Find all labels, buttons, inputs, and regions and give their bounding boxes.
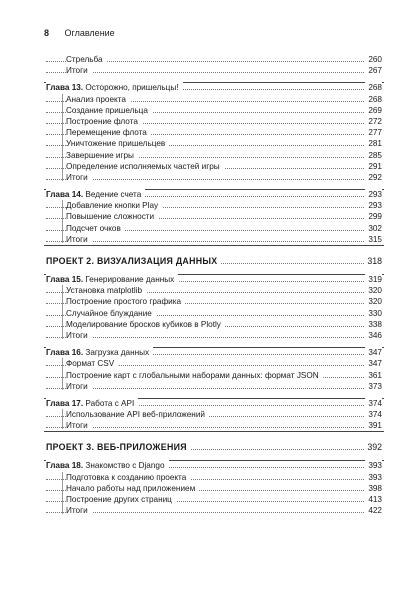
toc-item: [46, 138, 382, 149]
toc-part: [46, 254, 382, 268]
page-number: 422: [365, 505, 382, 516]
entry-title: Использование API веб-приложений: [66, 409, 209, 420]
toc-chapter: [46, 347, 382, 358]
entry-title: Итоги: [66, 330, 92, 341]
toc-item: [46, 420, 382, 431]
chapter-label: Глава 14.: [46, 190, 84, 200]
entry-title: Итоги: [66, 420, 92, 431]
page-number: 293: [365, 189, 382, 200]
page-number: 413: [365, 494, 382, 505]
toc-item: [46, 319, 382, 330]
entry-title: Построение карт с глобальными наборами данных: формат JSON: [66, 370, 323, 381]
page-number: 302: [365, 223, 382, 234]
page-number: 373: [365, 381, 382, 392]
page-number: 281: [365, 138, 382, 149]
entry-title: Анализ проекта: [66, 94, 130, 105]
toc-item: [46, 234, 382, 245]
chapter-group: [46, 189, 382, 245]
entry-title: Создание пришельца: [66, 105, 152, 116]
toc-item: [46, 296, 382, 307]
page-number: 268: [365, 94, 382, 105]
page-number: 398: [365, 483, 382, 494]
toc-item: [46, 358, 382, 369]
page-number: 272: [365, 116, 382, 127]
chapter-group: [46, 460, 382, 516]
page-number: 374: [365, 409, 382, 420]
toc-item: [46, 330, 382, 341]
chapter-label: Глава 13.: [46, 83, 84, 93]
page-number: 320: [365, 296, 382, 307]
page-number: 319: [365, 274, 382, 285]
toc-chapter: [46, 189, 382, 200]
toc-item: [46, 116, 382, 127]
toc-chapter: [46, 274, 382, 285]
page-number: 393: [365, 460, 382, 471]
page-number: 347: [365, 347, 382, 358]
chapter-title: Работа с API: [83, 398, 135, 408]
page-number: 391: [365, 420, 382, 431]
entry-title: [46, 460, 169, 471]
page-number: 260: [365, 54, 382, 65]
entry-title: Итоги: [66, 172, 92, 183]
page-number: 393: [365, 472, 382, 483]
page-number: 277: [365, 127, 382, 138]
page-number: 267: [365, 65, 382, 76]
entry-title: ПРОЕКТ 3. ВЕБ-ПРИЛОЖЕНИЯ: [46, 440, 191, 454]
chapter-group: [46, 274, 382, 341]
entry-title: Итоги: [66, 505, 92, 516]
entry-title: Стрельба: [66, 54, 107, 65]
chapter-title: Осторожно, пришельцы!: [83, 83, 179, 93]
page-number: 338: [365, 319, 382, 330]
toc-item: [46, 161, 382, 172]
toc-chapter: [46, 398, 382, 409]
entry-title: Завершение игры: [66, 150, 138, 161]
toc-part: [46, 440, 382, 454]
dot-leader: [46, 388, 382, 389]
page-number: 318: [364, 254, 382, 268]
toc-item: [46, 127, 382, 138]
dot-leader: [46, 337, 382, 338]
page-number: 299: [365, 211, 382, 222]
entry-title: Уничтожение пришельцев: [66, 138, 169, 149]
toc-item: [46, 65, 382, 76]
entry-title: Случайное блуждание: [66, 308, 156, 319]
toc-item: [46, 370, 382, 381]
entry-title: Добавление кнопки Play: [66, 200, 162, 211]
dot-leader: [46, 72, 382, 73]
toc-item: [46, 200, 382, 211]
part-rule: [44, 431, 384, 432]
entry-title: ПРОЕКТ 2. ВИЗУАЛИЗАЦИЯ ДАННЫХ: [46, 254, 221, 268]
table-of-contents: [46, 54, 382, 516]
chapter-group: [46, 82, 382, 183]
page-number: 293: [365, 200, 382, 211]
entry-title: Перемещение флота: [66, 127, 151, 138]
entry-title: Построение флота: [66, 116, 142, 127]
chapter-label: Глава 15.: [46, 275, 84, 284]
entry-title: Моделирование бросков кубиков в Plotly: [66, 319, 225, 330]
chapter-label: Глава 17.: [46, 398, 84, 408]
toc-item: [46, 105, 382, 116]
entry-title: Построение других страниц: [66, 494, 176, 505]
toc-chapter: [46, 460, 382, 471]
page-number: 315: [365, 234, 382, 245]
running-title: Оглавление: [64, 28, 115, 38]
dot-leader: [46, 512, 382, 513]
toc-item: [46, 211, 382, 222]
entry-title: Построение простого графика: [66, 296, 185, 307]
page-number: 392: [364, 440, 382, 454]
entry-title: Итоги: [66, 234, 92, 245]
toc-item: [46, 505, 382, 516]
page-number: 330: [365, 308, 382, 319]
chapter-title: Генерирование данных: [83, 275, 175, 284]
entry-title: [46, 82, 183, 93]
toc-item: [46, 172, 382, 183]
toc-item: [46, 54, 382, 65]
dot-leader: [46, 241, 382, 242]
chapter-group: [46, 347, 382, 392]
toc-item: [46, 223, 382, 234]
entry-title: Формат CSV: [66, 358, 118, 369]
toc-item: [46, 494, 382, 505]
entry-title: Определение исполняемых частей игры: [66, 161, 224, 172]
toc-item: [46, 472, 382, 483]
page-number: 292: [365, 172, 382, 183]
page-number: 347: [365, 358, 382, 369]
page-number: 8: [44, 28, 50, 38]
toc-item: [46, 94, 382, 105]
entry-title: Подсчет очков: [66, 223, 125, 234]
part-rule: [44, 245, 384, 246]
chapter-label: Глава 16.: [46, 348, 84, 358]
page-number: 320: [365, 285, 382, 296]
dot-leader: [46, 179, 382, 180]
entry-title: [46, 347, 153, 358]
entry-title: Итоги: [66, 381, 92, 392]
toc-item: [46, 483, 382, 494]
running-header: [44, 28, 380, 44]
entry-title: [46, 398, 138, 409]
entry-title: [46, 189, 145, 200]
toc-item: [46, 381, 382, 392]
page-number: 346: [365, 330, 382, 341]
entry-title: Начало работы над приложением: [66, 483, 199, 494]
entry-title: Подготовка к созданию проекта: [66, 472, 190, 483]
page-number: 374: [365, 398, 382, 409]
page-number: 291: [365, 161, 382, 172]
chapter-title: Знакомство с Django: [83, 461, 165, 471]
toc-item: [46, 150, 382, 161]
page-number: 285: [365, 150, 382, 161]
toc-item: [46, 409, 382, 420]
toc-chapter: [46, 82, 382, 93]
chapter-group: [46, 398, 382, 432]
chapter-label: Глава 18.: [46, 461, 84, 471]
entry-title: Установка matplotlib: [66, 285, 146, 296]
page-number: 269: [365, 105, 382, 116]
entry-title: [46, 274, 178, 285]
page-number: 268: [365, 82, 382, 93]
toc-item: [46, 308, 382, 319]
dot-leader: [46, 427, 382, 428]
chapter-title: Ведение счета: [83, 190, 142, 200]
page-number: 361: [365, 370, 382, 381]
toc-item: [46, 285, 382, 296]
chapter-title: Загрузка данных: [83, 348, 150, 358]
entry-title: Повышение сложности: [66, 211, 158, 222]
entry-title: Итоги: [66, 65, 92, 76]
